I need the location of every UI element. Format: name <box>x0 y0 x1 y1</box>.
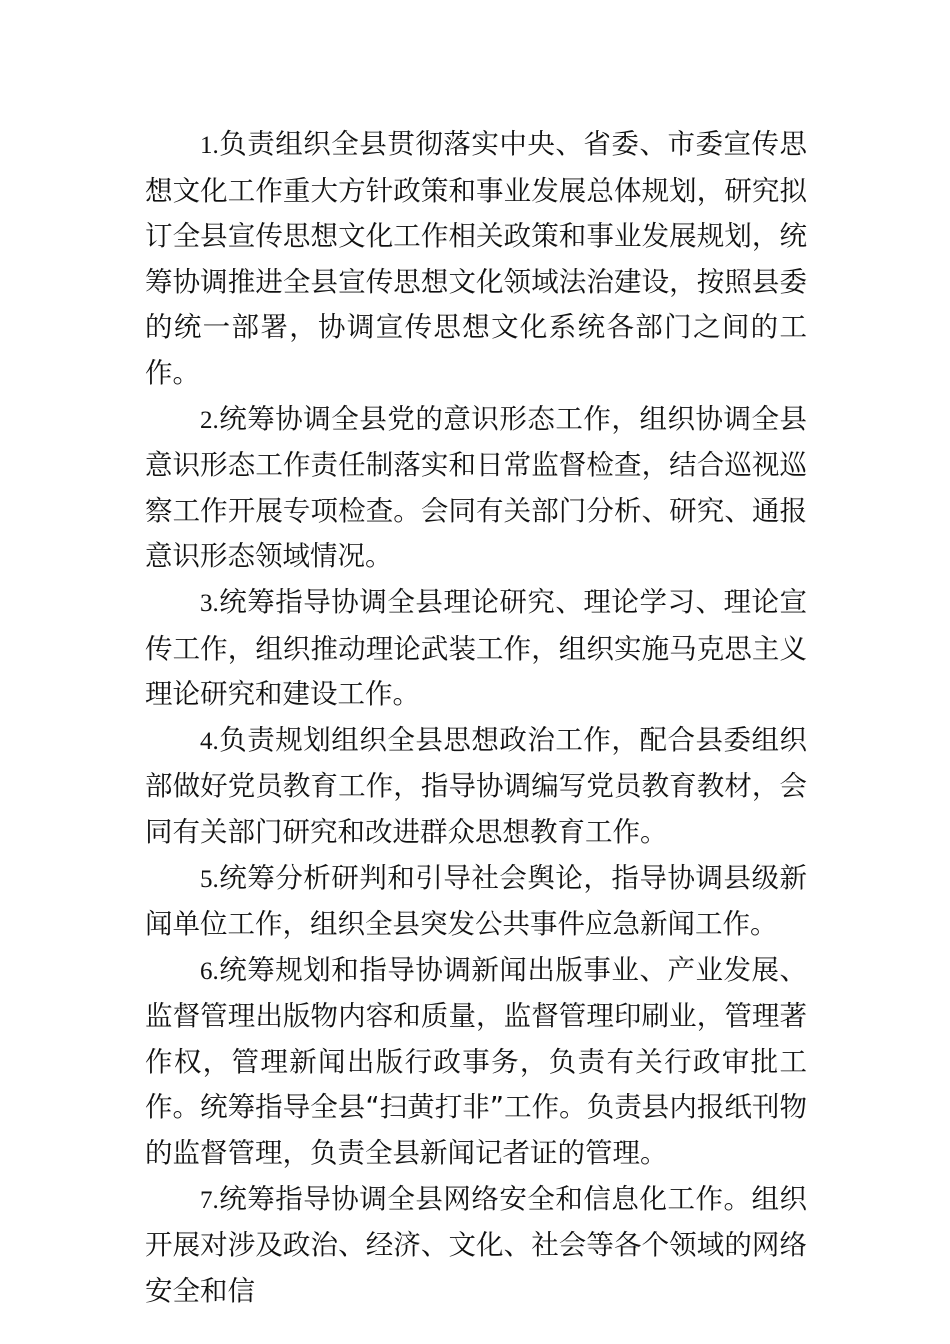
paragraph-7 <box>145 1177 807 1315</box>
paragraph-text: 统筹分析研判和引导社会舆论，指导协调县级新闻单位工作，组织全县突发公共事件应急新闻工作。 <box>145 861 807 941</box>
paragraph-number: 5. <box>200 865 219 893</box>
paragraph-5 <box>145 856 807 948</box>
paragraph-number: 1. <box>200 132 219 159</box>
paragraph-text: 统筹协调全县党的意识形态工作，组织协调全县意识形态工作责任制落实和日常监督检查，结合巡视巡察工作开展专项检查。会同有关部门分析、研究、通报意识形态领域情况。 <box>145 402 807 573</box>
paragraph-3 <box>145 580 807 718</box>
paragraph-text: 统筹规划和指导协调新闻出版事业、产业发展、监督管理出版物内容和质量，监督管理印刷业，管理著作权，管理新闻出版行政事务，负责有关行政审批工作。统筹指导全县“扫黄打非”工作。负责县内报纸刊物的监督管理，负责全县新闻记者证的管理。 <box>145 953 807 1170</box>
paragraph-number: 3. <box>200 589 219 617</box>
paragraph-6 <box>145 948 807 1177</box>
paragraph-1 <box>145 122 807 397</box>
paragraph-2 <box>145 397 807 580</box>
paragraph-number: 4. <box>200 727 219 755</box>
paragraph-text: 统筹指导协调全县网络安全和信息化工作。组织开展对涉及政治、经济、文化、社会等各个领域的网络安全和信 <box>145 1182 807 1307</box>
document-body <box>145 122 807 1314</box>
paragraph-text: 负责组织全县贯彻落实中央、省委、市委宣传思想文化工作重大方针政策和事业发展总体规划，研究拟订全县宣传思想文化工作相关政策和事业发展规划，统筹协调推进全县宣传思想文化领域法治建设，按照县委的统一部署，协调宣传思想文化系统各部门之间的工作。 <box>145 128 807 389</box>
paragraph-number: 6. <box>200 957 219 985</box>
paragraph-4 <box>145 718 807 856</box>
paragraph-number: 2. <box>200 406 219 434</box>
paragraph-text: 统筹指导协调全县理论研究、理论学习、理论宣传工作，组织推动理论武装工作，组织实施马克思主义理论研究和建设工作。 <box>145 585 807 711</box>
paragraph-number: 7. <box>200 1186 219 1214</box>
paragraph-text: 负责规划组织全县思想政治工作，配合县委组织部做好党员教育工作，指导协调编写党员教育教材，会同有关部门研究和改进群众思想教育工作。 <box>145 723 807 848</box>
